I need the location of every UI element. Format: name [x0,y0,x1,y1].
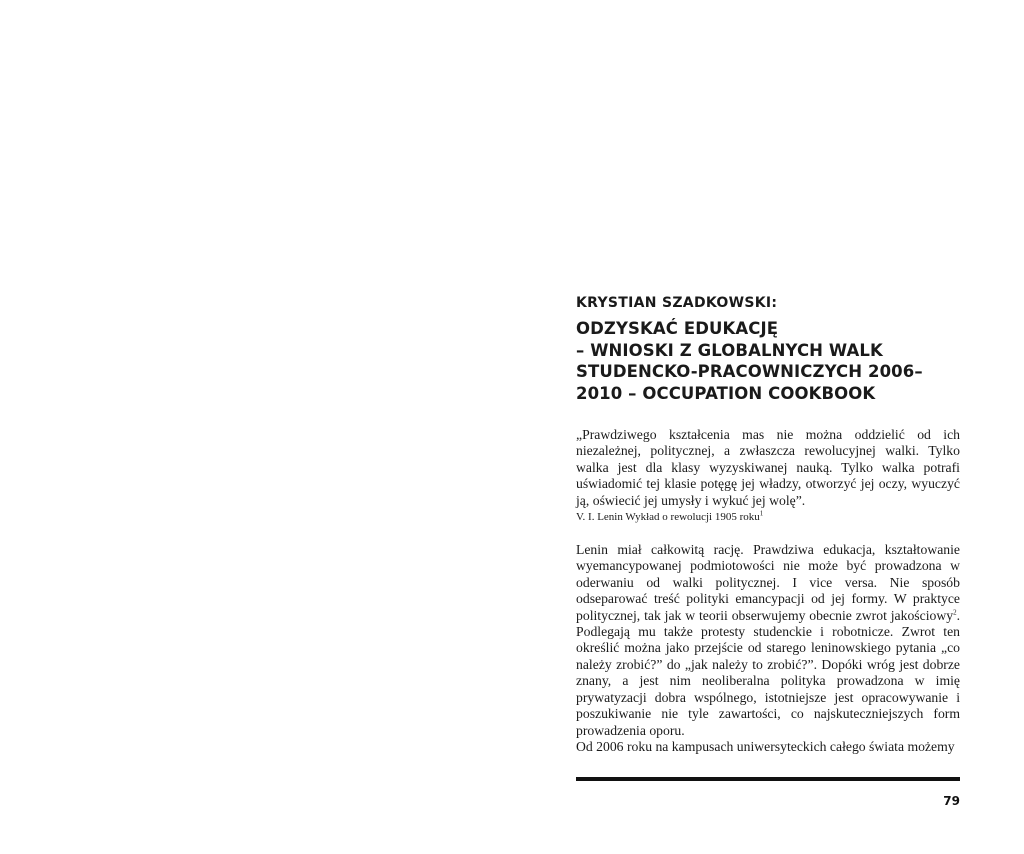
footnote-marker: 2 [953,608,957,617]
page-number: 79 [943,794,960,808]
article-title [576,318,960,404]
epigraph-attribution [576,510,960,525]
footer-rule [576,777,960,781]
footnote-marker: 1 [759,509,764,518]
title-line: 2010 – OCCUPATION COOKBOOK [576,383,876,403]
title-line: – WNIOSKI Z GLOBALNYCH WALK [576,340,883,360]
attribution-text: V. I. Lenin Wykład o rewolucji 1905 roku [576,511,760,524]
body-text [576,542,960,755]
article [576,293,960,755]
author-name: KRYSTIAN SZADKOWSKI: [576,295,778,311]
paragraph: Od 2006 roku na kampusach uniwersyteckich całego świata możemy [576,738,955,754]
paragraph-text: Lenin miał całkowitą rację. Prawdziwa edukacja, kształtowanie wyemancypowanej podmiotowości nie może być prowadzona w oderwaniu od walki politycznej. I vice versa. Nie sposób odseparować treść polityki emancypacji od jej formy. W praktyce politycznej, tak jak w teorii obserwujemy obecnie zwrot jakościowy [576,542,960,623]
epigraph-quote: „Prawdziwego kształcenia mas nie można oddzielić od ich niezależnej, politycznej, a zwłaszcza rewolucyjnej walki. Tylko walka jest dla klasy wyzyskiwanej nauką. Tylko walka potrafi uświadomić tej klasie potęgę jej władzy, otworzyć jej oczy, wyuczyć ją, oświecić jej umysły i wykuć jej wolę”. [576,427,960,508]
paragraph [576,542,960,739]
paragraph-text: . Podlegają mu także protesty studenckie i robotnicze. Zwrot ten określić można jako przejście od starego leninowskiego pytania „co należy zrobić?” do „jak należy to zrobić?”. Dopóki wróg jest dobrze znany, a jest nim neoliberalna polityka prowadzona w imię prywatyzacji dobra wspólnego, istotniejsze jest opracowywanie i poszukiwanie nie tyle zawartości, co najskuteczniejszych form prowadzenia oporu. [576,607,960,738]
title-line: STUDENCKO-PRACOWNICZYCH 2006– [576,362,923,381]
title-line: ODZYSKAĆ EDUKACJĘ [576,319,779,338]
